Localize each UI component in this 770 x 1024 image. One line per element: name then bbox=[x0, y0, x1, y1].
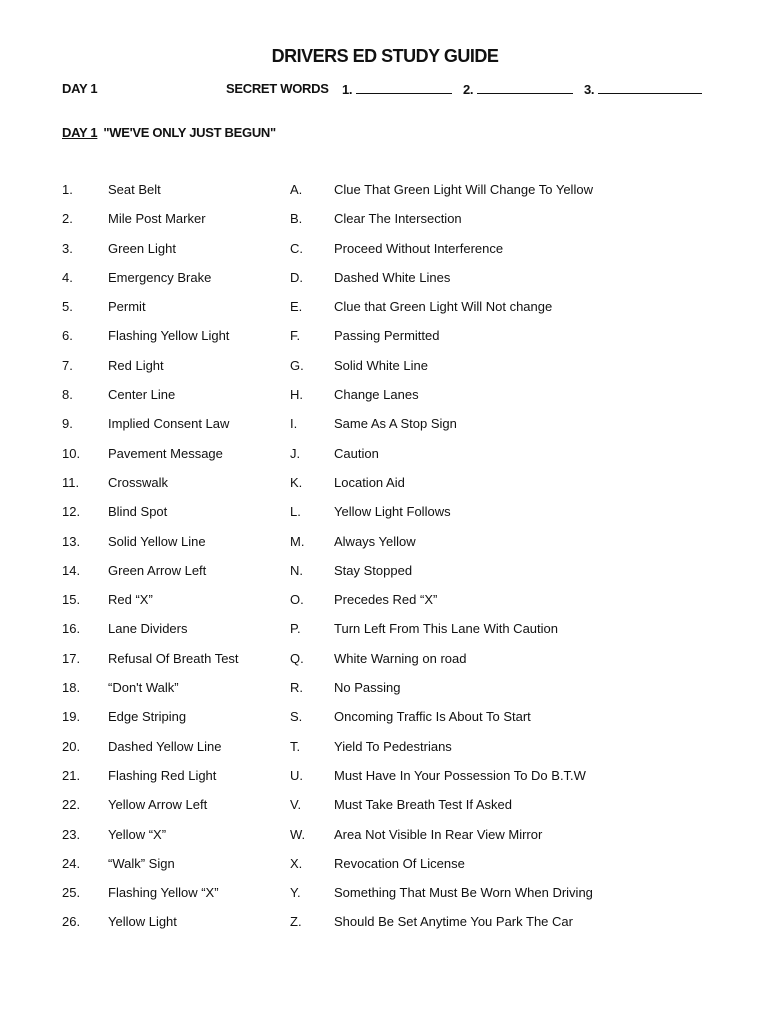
list-item bbox=[0, 709, 770, 738]
item-term: Green Arrow Left bbox=[108, 562, 207, 578]
item-letter: F. bbox=[290, 328, 301, 344]
item-letter: I. bbox=[290, 416, 298, 432]
item-letter: Q. bbox=[290, 650, 304, 666]
item-letter: S. bbox=[290, 709, 303, 725]
day-label: DAY 1 bbox=[62, 81, 98, 96]
item-term: Implied Consent Law bbox=[108, 416, 230, 432]
list-item bbox=[0, 446, 770, 475]
item-letter: A. bbox=[290, 182, 303, 197]
secret-words-label: SECRET WORDS bbox=[226, 81, 329, 96]
item-definition: Dashed White Lines bbox=[334, 269, 451, 285]
item-number: 25. bbox=[62, 885, 81, 901]
item-definition: Must Take Breath Test If Asked bbox=[334, 797, 513, 813]
section-heading bbox=[62, 125, 276, 140]
item-number: 22. bbox=[62, 797, 81, 813]
list-item bbox=[0, 739, 770, 768]
item-term: Red Light bbox=[108, 357, 164, 373]
item-letter: Y. bbox=[290, 885, 301, 901]
list-item bbox=[0, 475, 770, 504]
list-item bbox=[0, 328, 770, 357]
item-definition: Yield To Pedestrians bbox=[334, 738, 452, 754]
item-term: Crosswalk bbox=[108, 474, 168, 490]
item-term: Permit bbox=[108, 299, 146, 315]
item-letter: J. bbox=[290, 445, 301, 461]
item-term: Green Light bbox=[108, 240, 176, 256]
list-item bbox=[0, 387, 770, 416]
item-term: Lane Dividers bbox=[108, 621, 188, 637]
item-definition: Turn Left From This Lane With Caution bbox=[334, 621, 558, 637]
item-number: 14. bbox=[62, 562, 81, 578]
list-item bbox=[0, 621, 770, 650]
item-definition: Proceed Without Interference bbox=[334, 240, 504, 256]
item-term: Yellow Light bbox=[108, 914, 177, 930]
item-definition: Always Yellow bbox=[334, 533, 416, 549]
item-number: 7. bbox=[62, 357, 73, 373]
secret-word-blank-3[interactable] bbox=[584, 81, 702, 97]
list-item bbox=[0, 592, 770, 621]
blank-number: 1. bbox=[342, 82, 353, 97]
item-definition: Revocation Of License bbox=[334, 855, 465, 871]
item-term: Center Line bbox=[108, 387, 176, 403]
item-letter: L. bbox=[290, 504, 301, 520]
item-term: Dashed Yellow Line bbox=[108, 738, 222, 754]
item-letter: D. bbox=[290, 269, 303, 285]
list-item bbox=[0, 534, 770, 563]
item-term: Seat Belt bbox=[108, 182, 161, 197]
list-item bbox=[0, 797, 770, 826]
item-number: 13. bbox=[62, 533, 81, 549]
list-item bbox=[0, 856, 770, 885]
list-item bbox=[0, 358, 770, 387]
list-item bbox=[0, 768, 770, 797]
item-letter: Z. bbox=[290, 914, 302, 930]
item-number: 1. bbox=[62, 182, 73, 197]
item-number: 10. bbox=[62, 445, 81, 461]
page-title: DRIVERS ED STUDY GUIDE bbox=[271, 46, 499, 66]
item-letter: N. bbox=[290, 562, 303, 578]
item-number: 9. bbox=[62, 416, 73, 432]
item-term: “Don't Walk” bbox=[108, 680, 179, 696]
blank-number: 3. bbox=[584, 82, 595, 97]
item-definition: Stay Stopped bbox=[334, 562, 413, 578]
item-number: 24. bbox=[62, 855, 81, 871]
item-definition: Clear The Intersection bbox=[334, 211, 462, 227]
item-definition: Caution bbox=[334, 445, 379, 461]
item-term: Edge Striping bbox=[108, 709, 187, 725]
secret-word-blank-2[interactable] bbox=[463, 81, 573, 97]
list-item bbox=[0, 241, 770, 270]
item-definition: Same As A Stop Sign bbox=[334, 416, 457, 432]
item-letter: R. bbox=[290, 680, 303, 696]
secret-word-blank-1[interactable] bbox=[342, 81, 452, 97]
item-definition: Area Not Visible In Rear View Mirror bbox=[334, 826, 543, 842]
blank-line bbox=[356, 81, 452, 94]
item-term: “Walk” Sign bbox=[108, 855, 175, 871]
item-letter: X. bbox=[290, 855, 303, 871]
item-definition: White Warning on road bbox=[334, 650, 467, 666]
item-definition: Oncoming Traffic Is About To Start bbox=[334, 709, 531, 725]
list-item bbox=[0, 416, 770, 445]
item-number: 2. bbox=[62, 211, 73, 227]
list-item bbox=[0, 299, 770, 328]
item-number: 15. bbox=[62, 592, 81, 608]
list-item bbox=[0, 885, 770, 914]
item-letter: H. bbox=[290, 387, 303, 403]
item-letter: O. bbox=[290, 592, 304, 608]
list-item bbox=[0, 680, 770, 709]
item-number: 17. bbox=[62, 650, 81, 666]
item-term: Red “X” bbox=[108, 592, 153, 608]
item-definition: Clue that Green Light Will Not change bbox=[334, 299, 553, 315]
item-term: Pavement Message bbox=[108, 445, 223, 461]
item-definition: Location Aid bbox=[334, 474, 405, 490]
blank-number: 2. bbox=[463, 82, 474, 97]
item-number: 19. bbox=[62, 709, 81, 725]
item-term: Blind Spot bbox=[108, 504, 168, 520]
item-letter: W. bbox=[290, 826, 306, 842]
item-number: 4. bbox=[62, 269, 73, 285]
list-item bbox=[0, 563, 770, 592]
item-definition: Clue That Green Light Will Change To Yellow bbox=[334, 182, 593, 197]
item-number: 21. bbox=[62, 767, 81, 783]
item-term: Solid Yellow Line bbox=[108, 533, 206, 549]
item-number: 6. bbox=[62, 328, 73, 344]
item-term: Flashing Yellow “X” bbox=[108, 885, 219, 901]
item-definition: Passing Permitted bbox=[334, 328, 440, 344]
item-number: 16. bbox=[62, 621, 81, 637]
item-number: 3. bbox=[62, 240, 73, 256]
item-number: 20. bbox=[62, 738, 81, 754]
item-letter: G. bbox=[290, 357, 304, 373]
list-item bbox=[0, 914, 770, 943]
item-number: 5. bbox=[62, 299, 73, 315]
item-letter: V. bbox=[290, 797, 302, 813]
item-definition: Something That Must Be Worn When Driving bbox=[334, 885, 593, 901]
matching-list bbox=[0, 182, 770, 944]
section-quote: "WE'VE ONLY JUST BEGUN" bbox=[103, 125, 276, 140]
item-letter: K. bbox=[290, 474, 303, 490]
item-number: 23. bbox=[62, 826, 81, 842]
item-term: Flashing Red Light bbox=[108, 767, 217, 783]
blank-line bbox=[598, 81, 702, 94]
item-number: 18. bbox=[62, 680, 81, 696]
item-letter: E. bbox=[290, 299, 303, 315]
item-definition: Solid White Line bbox=[334, 357, 428, 373]
item-number: 26. bbox=[62, 914, 81, 930]
item-definition: Should Be Set Anytime You Park The Car bbox=[334, 914, 573, 930]
item-term: Mile Post Marker bbox=[108, 211, 206, 227]
item-letter: B. bbox=[290, 211, 303, 227]
section-day: DAY 1 bbox=[62, 125, 98, 140]
item-number: 12. bbox=[62, 504, 81, 520]
item-letter: M. bbox=[290, 533, 305, 549]
list-item bbox=[0, 270, 770, 299]
item-definition: Must Have In Your Possession To Do B.T.W bbox=[334, 767, 586, 783]
item-number: 11. bbox=[62, 474, 80, 490]
item-term: Flashing Yellow Light bbox=[108, 328, 230, 344]
item-definition: Yellow Light Follows bbox=[334, 504, 451, 520]
item-letter: C. bbox=[290, 240, 303, 256]
item-definition: Precedes Red “X” bbox=[334, 592, 438, 608]
item-term: Yellow Arrow Left bbox=[108, 797, 208, 813]
item-definition: Change Lanes bbox=[334, 387, 419, 403]
item-definition: No Passing bbox=[334, 680, 401, 696]
item-term: Yellow “X” bbox=[108, 826, 167, 842]
item-letter: T. bbox=[290, 738, 301, 754]
item-letter: U. bbox=[290, 767, 303, 783]
list-item bbox=[0, 182, 770, 211]
item-term: Refusal Of Breath Test bbox=[108, 650, 239, 666]
blank-line bbox=[477, 81, 573, 94]
list-item bbox=[0, 651, 770, 680]
list-item bbox=[0, 211, 770, 240]
item-term: Emergency Brake bbox=[108, 269, 212, 285]
list-item bbox=[0, 504, 770, 533]
list-item bbox=[0, 827, 770, 856]
item-letter: P. bbox=[290, 621, 301, 637]
item-number: 8. bbox=[62, 387, 73, 403]
